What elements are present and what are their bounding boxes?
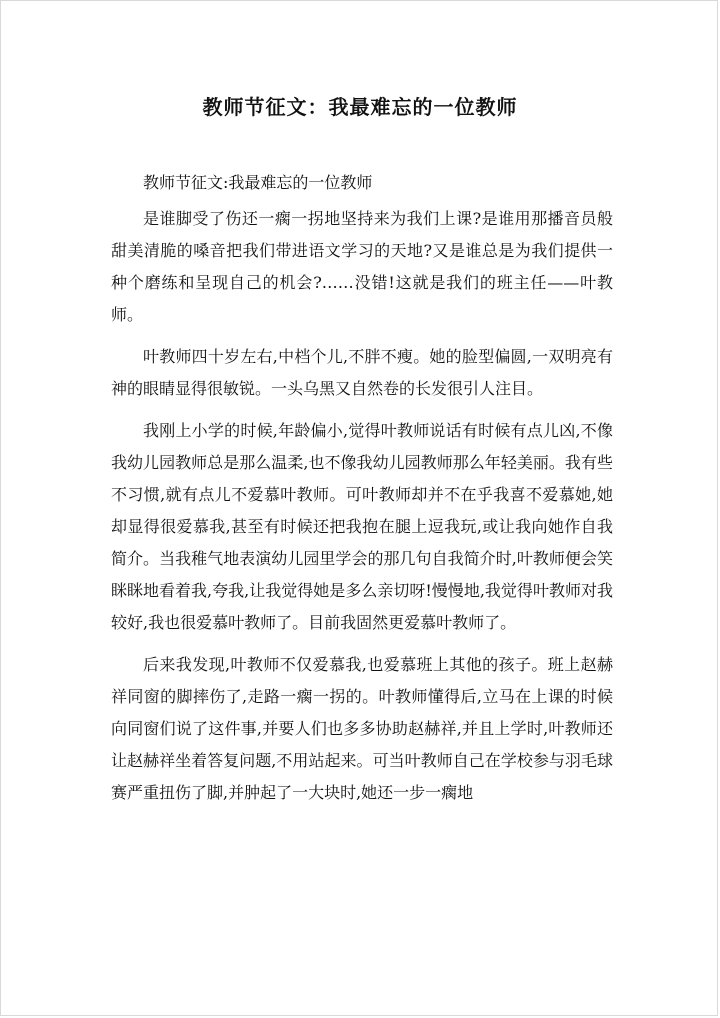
paragraph: 后来我发现,叶教师不仅爱慕我,也爱慕班上其他的孩子。班上赵赫祥同窗的脚摔伤了,走路一瘸一拐的。叶教师懂得后,立马在上课的时候向同窗们说了这件事,并要人们也多多协助赵赫祥,并且上学时,叶教师还让赵赫祥坐着答复问题,不用站起来。可当叶教师自己在学校参与羽毛球赛严重扭伤了脚,并肿起了一大块时,她还一步一瘸地: [111, 655, 613, 802]
paragraph: 叶教师四十岁左右,中档个儿,不胖不瘦。她的脸型偏圆,一双明亮有神的眼睛显得很敏锐。一头乌黑又自然卷的长发很引人注目。: [111, 347, 613, 398]
document-title: 教师节征文：我最难忘的一位教师: [202, 95, 518, 119]
paragraph: 是谁脚受了伤还一瘸一拐地坚持来为我们上课?是谁用那播音员般甜美清脆的嗓音把我们带进语文学习的天地?又是谁总是为我们提供一种个磨练和呈现自己的机会?……没错!这就是我们的班主任——叶教师。: [111, 209, 613, 324]
paragraph: 我刚上小学的时候,年龄偏小,觉得叶教师说话有时候有点儿凶,不像我幼儿园教师总是那么温柔,也不像我幼儿园教师那么年轻美丽。我有些不习惯,就有点儿不爱慕叶教师。可叶教师却并不在乎我喜不爱慕她,她却显得很爱慕我,甚至有时候还把我抱在腿上逗我玩,或让我向她作自我简介。当我稚气地表演幼儿园里学会的那几句自我简介时,叶教师便会笑眯眯地看着我,夸我,让我觉得她是多么亲切呀!慢慢地,我觉得叶教师对我较好,我也很爱慕叶教师了。目前我固然更爱慕叶教师了。: [111, 421, 613, 632]
paragraph-heading: 教师节征文:我最难忘的一位教师: [143, 173, 373, 192]
document-body: [111, 167, 613, 819]
